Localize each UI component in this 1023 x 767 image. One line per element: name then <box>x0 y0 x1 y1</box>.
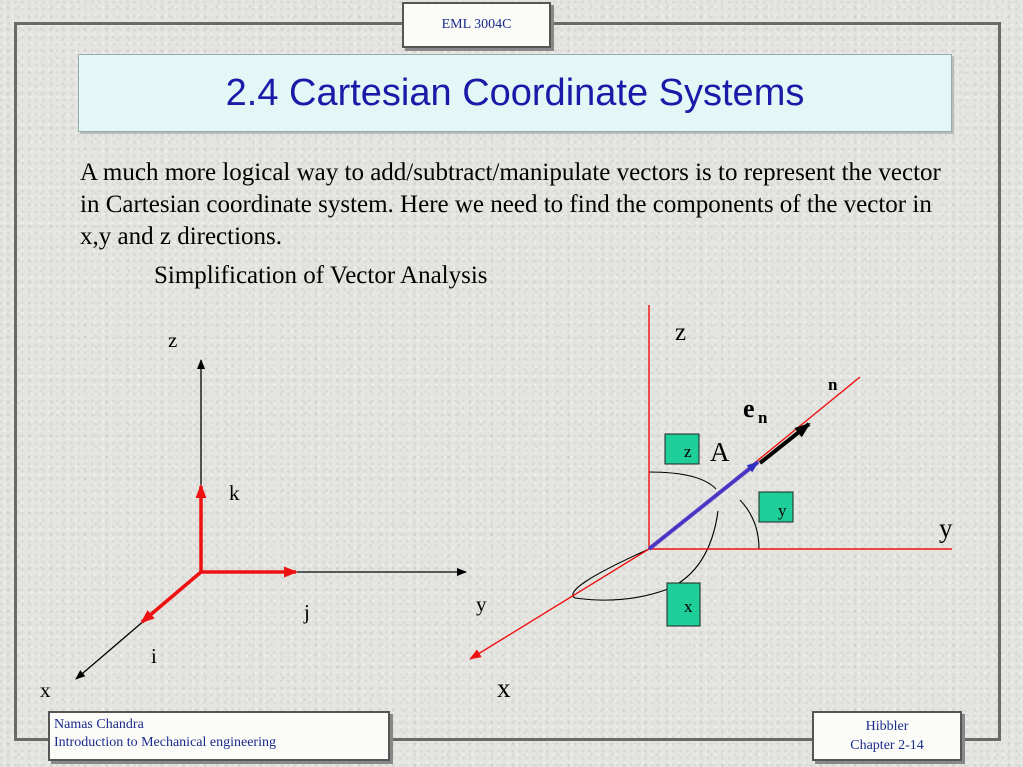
footer-reference-box <box>812 711 962 761</box>
label-k: k <box>229 481 240 505</box>
left-axes-diagram <box>40 328 487 702</box>
vector-A-overlay <box>649 462 758 549</box>
vector-A-label: A <box>710 437 730 467</box>
right-y-label: y <box>939 513 953 543</box>
course-code: EML 3004C <box>441 17 512 32</box>
component-y-label: y <box>778 501 787 520</box>
right-x-axis <box>470 549 649 659</box>
unit-vector-en <box>760 424 809 463</box>
book-name: Hibbler <box>865 719 909 734</box>
slide-title: 2.4 Cartesian Coordinate Systems <box>225 72 805 114</box>
chapter-page: Chapter 2-14 <box>850 738 924 753</box>
body-paragraph: A much more logical way to add/subtract/manipulate vectors is to represent the vector in Cartesian coordinate system. Here we need to find the components of the vector in x,y and z directions. <box>80 159 941 250</box>
left-y-label: y <box>476 592 487 616</box>
component-x-label: x <box>684 597 693 616</box>
angle-arc-y <box>740 500 759 549</box>
component-box-y <box>759 492 793 522</box>
course-name: Introduction to Mechanical engineering <box>54 735 276 750</box>
footer-author-box <box>48 711 390 761</box>
label-i: i <box>151 644 157 668</box>
right-z-label: z <box>675 319 687 346</box>
left-z-label: z <box>168 328 178 352</box>
label-j: j <box>304 600 310 624</box>
unit-vector-i <box>142 572 201 622</box>
right-x-label: x <box>497 673 511 703</box>
left-x-label: x <box>40 678 51 702</box>
angle-arc-z <box>649 472 716 489</box>
author-name: Namas Chandra <box>54 717 144 732</box>
component-z-label: z <box>684 442 692 461</box>
unit-vector-n-subscript: n <box>758 408 768 427</box>
line-n-label: n <box>828 375 838 394</box>
slide-subtitle: Simplification of Vector Analysis <box>154 262 488 289</box>
component-box-z <box>665 434 699 464</box>
unit-vector-e-label: e <box>743 394 755 423</box>
right-vector-diagram <box>470 305 953 703</box>
